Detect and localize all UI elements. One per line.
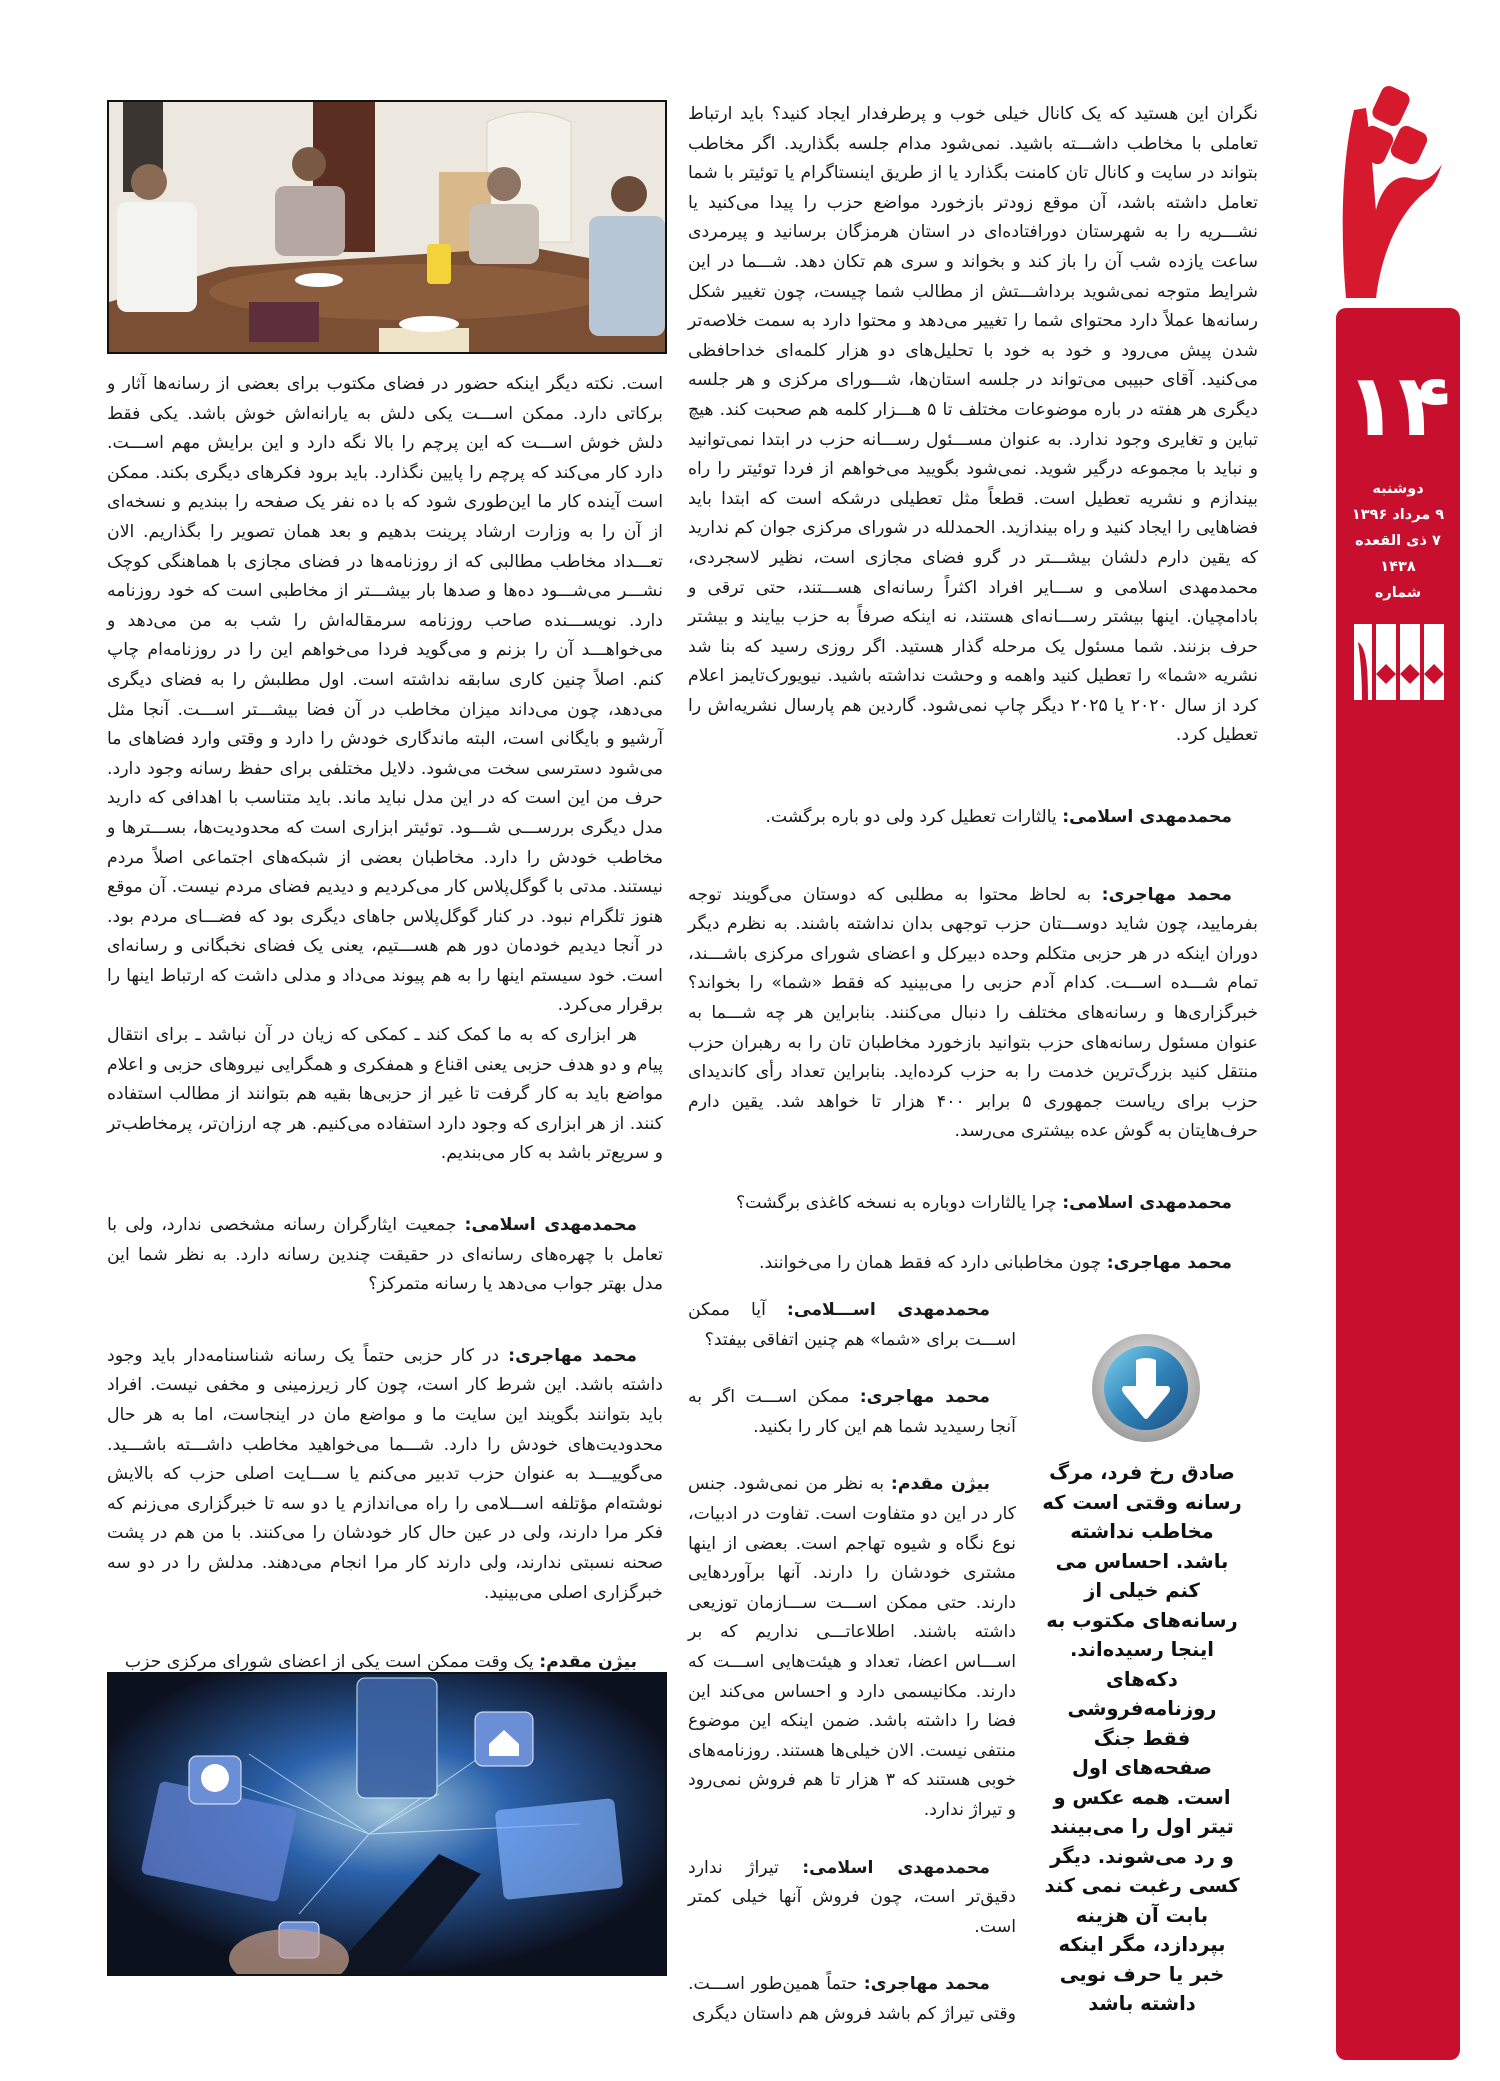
- paragraph: هر ابزاری که به ما کمک کند ـ کمکی که زیان در آن نباشد ـ برای انتقال پیام و دو هدف حزبی یعنی اقناع و همفکری و همگرایی نیروهای حزبی و اعلام مواضع باید به کار گرفت تا غیر از حزبی‌ها بقیه هم بتوانند از مطالب استفاده کنند. از هر ابزاری که وجود دارد استفاده می‌کنیم. هر چه ارزان‌تر، پرمخاطب‌تر و سریع‌تر باشد به کار می‌بندیم.: [107, 1025, 663, 1164]
- meeting-photo: [107, 100, 667, 354]
- article-column-left: [107, 370, 663, 1678]
- speaker-name: بیژن مقدم:: [539, 1652, 637, 1673]
- page-number: ۱۴: [1345, 356, 1451, 456]
- speaker-name: محمد مهاجری:: [863, 1974, 990, 1995]
- paragraph: است. نکته دیگر اینکه حضور در فضای مکتوب برای بعضی از رسانه‌ها آثار و برکاتی دارد. ممکن اســـت یکی دلش به یارانه‌اش خوش باشد. یکی فقط دلش خوش اســـت که این پرچم را بالا نگه دارد و این برایش مهم اســـت. دارد کار می‌کند که پرچم را پایین نگذارد. باید برود فکرهای دیگری بکند. ممکن است آینده کار ما این‌طوری شود که با ده نفر یک صفحه را ببندیم و نسخه‌ای از آن را به وزارت ارشاد پرینت بدهیم و بعد همان تصویر را بگذاریم. الان تعـــداد مخاطب مطالبی که از روزنامه‌ها در فضای مجازی با هماهنگی کوچک نشـــر می‌شـــود ده‌ها و صدها بار بیشـــتر از مخاطبی است که خود روزنامه دارد. نویســـنده صاحب روزنامه سرمقاله‌اش را شب به من می‌دهد و می‌خواهـــد آن را بزنم و می‌گوید فردا می‌خواهم این را در روزنامه‌ام چاپ کنم. اصلاً چنین کاری سابقه نداشته است. اول مطلبش را به فضای دیگری می‌دهد، چون می‌داند میزان مخاطب در آن فضا بیشـــتر اســـت. آنجا مثل آرشیو و بایگانی است، البته ماندگاری خودش را دارد و وقتی وارد فضاهای ما می‌شود دسترسی سخت می‌شود. دلایل مختلفی برای حفظ رسانه وجود دارد. حرف من این است که در این مدل نباید ماند. باید متناسب با اهدافی که دارید مدل دیگری بررســـی شـــود. توئیتر ابزاری است که محدودیت‌ها، بســـترها و مخاطب خودش را دارد. مخاطبان بعضی از شبکه‌های اجتماعی اصلاً مردم نیستند. مدتی با گوگل‌پلاس کار می‌کردیم و دیدیم فضای مردم نیست. آن موقع هنوز تلگرام نبود. در کنار گوگل‌پلاس جاهای دیگری بود که فضـــای مردم بود. در آنجا دیدیم خودمان دور هم هســـتیم، یعنی یک فضای نخبگانی و رسانه‌ای است. خود سیستم اینها را به هم پیوند می‌داد و مدلی داشت که ارتباط اینها را برقرار می‌کرد.: [107, 374, 663, 1016]
- speaker-name: محمد مهاجری:: [859, 1387, 990, 1408]
- answer-text: یک وقت ممکن است یکی از اعضای شورای مرکزی حزب: [124, 1652, 540, 1673]
- article-column-right: [688, 100, 1258, 1278]
- question-text: تیراژ ندارد دقیق‌تر است، چون فروش آنها خیلی کمتر است.: [688, 1857, 1016, 1937]
- speaker-name: بیژن مقدم:: [890, 1474, 991, 1495]
- speaker-name: محمدمهدی اسلامی:: [802, 1857, 990, 1878]
- digital-media-photo: [107, 1672, 667, 1976]
- interview-question: [688, 1854, 1016, 1943]
- issue-label: شماره: [1374, 585, 1422, 601]
- interview-answer: [688, 881, 1258, 1147]
- answer-text: به لحاظ محتوا به مطلبی که دوستان می‌گویند توجه بفرمایید، چون شاید دوســـتان حزب توجهی بدان نداشته باشند. به نظرم دیگر دوران اینکه در هر حزبی متکلم وحده دبیرکل و اعضای شورای مرکزی باشـــند، تمام شـــده اســـت. کدام آدم حزبی را می‌بینید که فقط «شما» را بخواند؟ خبرگزاری‌ها و رسانه‌های مختلف را دنبال می‌کنند. بنابراین هر چه شـــما به عنوان مسئول رسانه‌های حزب بتوانید بازخورد مخاطبان تان را به رهبران حزب منتقل کنید بزرگ‌ترین خدمت را به حزب کرده‌اید. بنابراین تعداد رأی کاندیدای حزب برای ریاست جمهوری ۵ برابر ۴۰۰ هزار تا خواهد شد. یقین دارم حرف‌هایتان به گوش عده بیشتری می‌رسد.: [688, 884, 1258, 1142]
- speaker-name: محمدمهدی اســـلامی:: [786, 1300, 990, 1320]
- question-text: آیا ممکن اســـت برای «شما» هم چنین اتفاقی بیفتد؟: [688, 1300, 1016, 1350]
- issue-number-1000-graphic: [1350, 624, 1446, 700]
- answer-text: چون مخاطبانی دارد که فقط همان را می‌خوانند.: [759, 1252, 1107, 1273]
- question-text: جمعیت ایثارگران رسانه مشخصی ندارد، ولی با تعامل با چهره‌های رسانه‌ای در حقیقت چندین رسانه دارد. به نظر شما این مدل بهتر جواب می‌دهد یا رسانه متمرکز؟: [107, 1215, 663, 1295]
- speaker-name: محمدمهدی اسلامی:: [1062, 807, 1232, 828]
- date-solar: ۹ مرداد ۱۳۹۶: [1351, 507, 1445, 523]
- interview-answer: [688, 1470, 1016, 1825]
- speaker-name: محمدمهدی اسلامی:: [1062, 1193, 1232, 1213]
- answer-text: ممکن اســـت اگر به آنجا رسیدید شما هم این کار را بکنید.: [688, 1387, 1016, 1437]
- speaker-name: محمد مهاجری:: [1101, 884, 1232, 905]
- question-text: چرا یالثارات دوباره به نسخه کاغذی برگشت؟: [735, 1193, 1063, 1213]
- interview-answer: [107, 1342, 663, 1608]
- answer-text: به نظر من نمی‌شود. جنس کار در این دو متفاوت است. تفاوت در ادبیات، نوع نگاه و شیوه تهاجم است. بعضی از اینها مشتری خودشان را دارند. آنها برآوردهایی دارند. حتی ممکن اســـت ســـازمان توزیعی داشته باشند. اطلاعاتـــی نداریم که بر اســـاس اعضا، تعداد و هیئت‌هایی اســـت که دارند. مکانیسمی دارد و احساس می‌کند این فضا را داشته باشد. ضمن اینکه این موضوع منتفی نیست. الان خیلی‌ها هستند. روزنامه‌های خوبی هستند که ۳ هزار تا هم فروش نمی‌رود و تیراژ ندارد.: [688, 1474, 1017, 1820]
- answer-text: در کار حزبی حتماً یک رسانه شناسنامه‌دار باید وجود داشته باشد. این شرط کار است، چون کار زیرزمینی و مخفی نیست. افراد باید بتوانند بگویند این سایت ما و مواضع مان در اینجاست، اما به هر حال محدودیت‌های خودش را دارد. شـــما می‌خواهید مخاطب داشـــته باشـــید. می‌گوییـــد به عنوان حزب تدبیر می‌کنم یا ســـایت اصلی حزب که بالایش نوشته‌ام مؤتلفه اســـلامی را راه می‌اندازم یا دو سه تا خبرگزاری می‌زنم که فکر مرا دارند، ولی در عین حال کار خودشان را می‌کنند. با من هم در پشت صحنه نسبتی ندارند، ولی دارند کار مرا انجام می‌دهند. مدلش را در دو سه خبرگزاری اصلی می‌بینید.: [107, 1345, 663, 1603]
- article-column-middle: [688, 1296, 1016, 2029]
- pull-quote: صادق رخ فرد، مرگ رسانه وقتی است که مخاطب نداشته باشد. احساس می کنم خیلی از رسانه‌های مکتوب به اینجا رسیده‌اند. دکه‌های روزنامه‌فروشی فقط جنگ صفحه‌های اول است. همه عکس و تیتر اول را می‌بینند و رد می‌شوند. دیگر کسی رغبت نمی کند بابت آن هزینه بپردازد، مگر اینکه خبر یا حرف نویی داشته باشد: [1042, 1461, 1242, 2015]
- speaker-name: محمدمهدی اسلامی:: [464, 1215, 637, 1236]
- interview-question: [688, 1296, 1016, 1355]
- interview-question: [688, 803, 1258, 833]
- interview-question: [107, 1211, 663, 1300]
- weekday: دوشنبه: [1372, 481, 1424, 497]
- speaker-name: محمد مهاجری:: [1106, 1252, 1232, 1273]
- page-sidebar-band: [1336, 308, 1460, 2060]
- question-text: یالثارات تعطیل کرد ولی دو باره برگشت.: [765, 807, 1063, 828]
- speaker-name: محمد مهاجری:: [508, 1345, 637, 1366]
- digital-media-illustration: [109, 1674, 665, 1974]
- answer-text: حتماً همین‌طور اســـت. وقتی تیراژ کم باشد فروش هم داستان دیگری: [688, 1974, 1016, 2024]
- interview-answer: [688, 1383, 1016, 1442]
- meeting-photo-illustration: [109, 102, 665, 352]
- down-arrow-icon: [1090, 1332, 1202, 1444]
- shoma-logo: [1336, 70, 1456, 300]
- date-lunar: ۷ ذی القعده ۱۴۳۸: [1355, 533, 1441, 575]
- interview-question: [688, 1189, 1258, 1219]
- interview-answer: [688, 1970, 1016, 2029]
- interview-answer: [688, 1249, 1258, 1279]
- paragraph: نگران این هستید که یک کانال خیلی خوب و پرطرفدار ایجاد کنید؟ باید ارتباط تعاملی با مخاطب داشـــته باشید. نمی‌شود مدام جلسه بگذارید. اگر مخاطب بتواند در سایت و کانال تان کامنت بگذارد یا از طریق اینستاگرام یا توئیتر با شما تعامل داشته باشد، آن موقع زودتر بازخورد مواضع حزب را پیدا می‌کنید یا نشـــریه را به شهرستان دورافتاده‌ای در استان هرمزگان برسانید و پیرمردی ساعت یازده شب آن را باز کند و بخواند و سری هم تکان دهد. شـــما در این شرایط متوجه نمی‌شوید برداشـــتش از مطالب شما چیست، چون تغییر شکل رسانه‌ها عملاً دارد محتوای شما را تغییر می‌دهد و محتوا دارد به سمت خلاصه‌تر شدن پیش می‌رود و خود به خود با تحلیل‌های دو هزار کلمه‌ای خداحافظی می‌کنید. آقای حبیبی می‌تواند در جلسه استان‌ها، شـــورای مرکزی و هر جلسه دیگری هر هفته در باره موضوعات مختلف تا ۵ هـــزار کلمه هم صحبت کند. هیچ تباین و تغایری وجود ندارد. به عنوان مســـئول رســـانه حزب در ابتدا نمی‌توانید و نباید با مجموعه درگیر شوید. نمی‌شود بگویید می‌خواهم از فردا توئیتر را راه بیندازم و نشریه تعطیل است. قطعاً مثل تعطیلی درشکه است که ابتدا باید فضاهایی را ایجاد کنید و راه بیندازید. الحمدلله در شورای مرکزی جوان کم ندارید که یقین دارم دلشان بیشـــتر در گرو فضای مجازی است، نظیر لاسجردی، محمدمهدی اسلامی و ســـایر افراد اکثراً رسانه‌ای هســـتند، حتی ترقی و بادامچیان. اینها بیشتر رســـانه‌ای هستند، نه اینکه صرفاً به حزب بیایند و بیشتر حرف بزنند. شما مسئول یک مرحله گذار هستید. اگر روزی رسید که بنا شد نشریه «شما» را تعطیل کنید واهمه و وحشت نداشته باشید. نیویورک‌تایمز اعلام کرد از سال ۲۰۲۰ یا ۲۰۲۵ دیگر چاپ نمی‌شود. گاردین هم پارسال نشریه‌اش را تعطیل کرد.: [688, 104, 1259, 746]
